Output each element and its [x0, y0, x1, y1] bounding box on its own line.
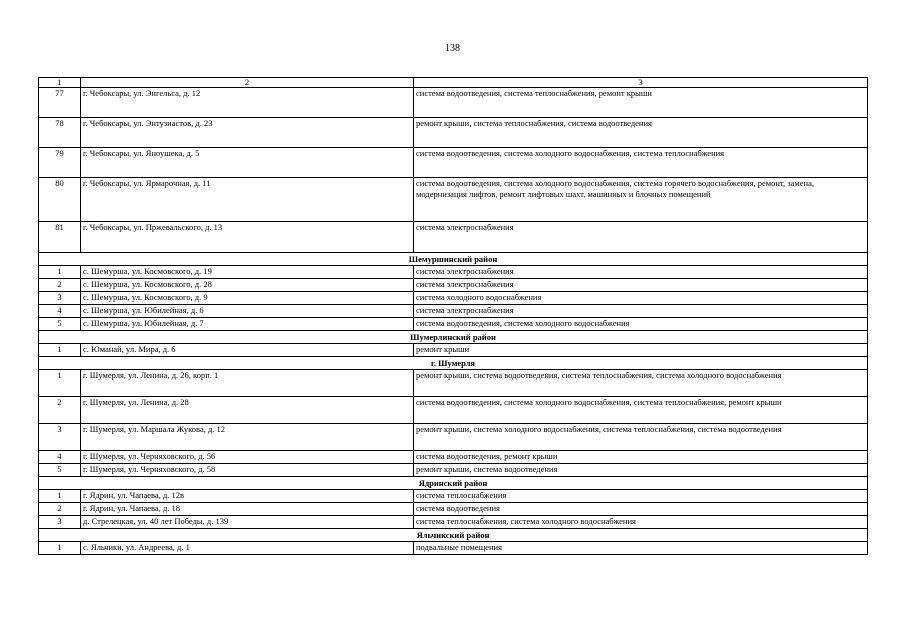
- row-number: 77: [39, 88, 81, 118]
- address-cell: г. Чебоксары, ул. Энгельса, д. 12: [81, 88, 414, 118]
- table-row: [39, 424, 868, 451]
- table-row: [39, 490, 868, 503]
- table-row: [39, 344, 868, 357]
- works-cell: система водоотведения: [414, 503, 868, 516]
- table-row: [39, 464, 868, 477]
- works-cell: система теплоснабжения, система холодного водоснабжения: [414, 516, 868, 529]
- row-number: 2: [39, 279, 81, 292]
- works-table: [38, 77, 868, 555]
- table-row: [39, 542, 868, 555]
- section-title: Шемуршинский район: [39, 253, 868, 266]
- address-cell: г. Ядрин, ул. Чапаева, д. 12в: [81, 490, 414, 503]
- address-cell: г. Шумерля, ул. Ленина, д. 26, корп. 1: [81, 370, 414, 397]
- section-heading-row: [39, 253, 868, 266]
- table-row: [39, 266, 868, 279]
- address-cell: г. Чебоксары, ул. Яноушека, д. 5: [81, 148, 414, 178]
- works-cell: ремонт крыши, система теплоснабжения, система водоотведения: [414, 118, 868, 148]
- row-number: 3: [39, 424, 81, 451]
- address-cell: с. Юманай, ул. Мира, д. 6: [81, 344, 414, 357]
- row-number: 78: [39, 118, 81, 148]
- table-row: [39, 318, 868, 331]
- works-cell: ремонт крыши: [414, 344, 868, 357]
- column-number-2: 2: [81, 78, 414, 88]
- works-cell: система водоотведения, система холодного водоснабжения: [414, 318, 868, 331]
- row-number: 1: [39, 370, 81, 397]
- table-row: [39, 148, 868, 178]
- address-cell: г. Чебоксары, ул. Энтузиастов, д. 23: [81, 118, 414, 148]
- table-row: [39, 292, 868, 305]
- row-number: 4: [39, 451, 81, 464]
- works-cell: система водоотведения, система холодного водоснабжения, система теплоснабжения: [414, 148, 868, 178]
- works-cell: система водоотведения, система холодного водоснабжения, система горячего водоснабжения, ремонт, замена, модернизация лифтов, ремонт лифтовых шахт, машинных и блочных помещений: [414, 178, 868, 222]
- column-number-row: [39, 78, 868, 88]
- address-cell: г. Шумерля, ул. Маршала Жукова, д. 12: [81, 424, 414, 451]
- works-cell: подвальные помещения: [414, 542, 868, 555]
- works-cell: ремонт крыши, система водоотведения: [414, 464, 868, 477]
- works-cell: система водоотведения, система теплоснабжения, ремонт крыши: [414, 88, 868, 118]
- table-row: [39, 370, 868, 397]
- column-number-1: 1: [39, 78, 81, 88]
- address-cell: с. Шемурша, ул. Юбилейная, д. 7: [81, 318, 414, 331]
- row-number: 5: [39, 464, 81, 477]
- section-title: Яльчикский район: [39, 529, 868, 542]
- address-cell: с. Яльчики, ул. Андреева, д. 1: [81, 542, 414, 555]
- works-cell: система электроснабжения: [414, 305, 868, 318]
- works-cell: система холодного водоснабжения: [414, 292, 868, 305]
- works-cell: система водоотведения, ремонт крыши: [414, 451, 868, 464]
- works-cell: система электроснабжения: [414, 266, 868, 279]
- address-cell: с. Шемурша, ул. Космовского, д. 9: [81, 292, 414, 305]
- row-number: 81: [39, 222, 81, 253]
- table-row: [39, 503, 868, 516]
- section-heading-row: [39, 529, 868, 542]
- works-cell: система электроснабжения: [414, 279, 868, 292]
- section-title: Ядринский район: [39, 477, 868, 490]
- section-heading-row: [39, 331, 868, 344]
- address-cell: д. Стрелецкая, ул. 40 лет Победы, д. 139: [81, 516, 414, 529]
- address-cell: г. Шумерля, ул. Ленина, д. 28: [81, 397, 414, 424]
- table-row: [39, 88, 868, 118]
- row-number: 5: [39, 318, 81, 331]
- table-row: [39, 451, 868, 464]
- row-number: 2: [39, 397, 81, 424]
- section-heading-row: [39, 357, 868, 370]
- table-row: [39, 397, 868, 424]
- address-cell: с. Шемурша, ул. Космовского, д. 19: [81, 266, 414, 279]
- works-cell: система водоотведения, система холодного водоснабжения, система теплоснабжения, ремонт крыши: [414, 397, 868, 424]
- address-cell: с. Шемурша, ул. Космовского, д. 28: [81, 279, 414, 292]
- works-cell: ремонт крыши, система холодного водоснабжения, система теплоснабжения, система водоотведения: [414, 424, 868, 451]
- table-row: [39, 305, 868, 318]
- row-number: 3: [39, 516, 81, 529]
- row-number: 1: [39, 344, 81, 357]
- row-number: 1: [39, 490, 81, 503]
- address-cell: г. Шумерля, ул. Черняховского, д. 56: [81, 451, 414, 464]
- works-cell: ремонт крыши, система водоотведения, система теплоснабжения, система холодного водоснабжения: [414, 370, 868, 397]
- row-number: 1: [39, 542, 81, 555]
- table-row: [39, 279, 868, 292]
- address-cell: г. Шумерля, ул. Черняховского, д. 58: [81, 464, 414, 477]
- address-cell: г. Чебоксары, ул. Пржевальского, д. 13: [81, 222, 414, 253]
- page-number: 138: [445, 43, 460, 54]
- works-cell: система теплоснабжения: [414, 490, 868, 503]
- section-heading-row: [39, 477, 868, 490]
- table-row: [39, 118, 868, 148]
- column-number-3: 3: [414, 78, 868, 88]
- works-cell: система электроснабжения: [414, 222, 868, 253]
- table-row: [39, 516, 868, 529]
- row-number: 79: [39, 148, 81, 178]
- table-row: [39, 178, 868, 222]
- address-cell: г. Ядрин, ул. Чапаева, д. 18: [81, 503, 414, 516]
- row-number: 4: [39, 305, 81, 318]
- row-number: 1: [39, 266, 81, 279]
- section-title: г. Шумерля: [39, 357, 868, 370]
- row-number: 80: [39, 178, 81, 222]
- address-cell: г. Чебоксары, ул. Ярмарочная, д. 11: [81, 178, 414, 222]
- row-number: 2: [39, 503, 81, 516]
- table-row: [39, 222, 868, 253]
- section-title: Шумерлинский район: [39, 331, 868, 344]
- address-cell: с. Шемурша, ул. Юбилейная, д. 6: [81, 305, 414, 318]
- row-number: 3: [39, 292, 81, 305]
